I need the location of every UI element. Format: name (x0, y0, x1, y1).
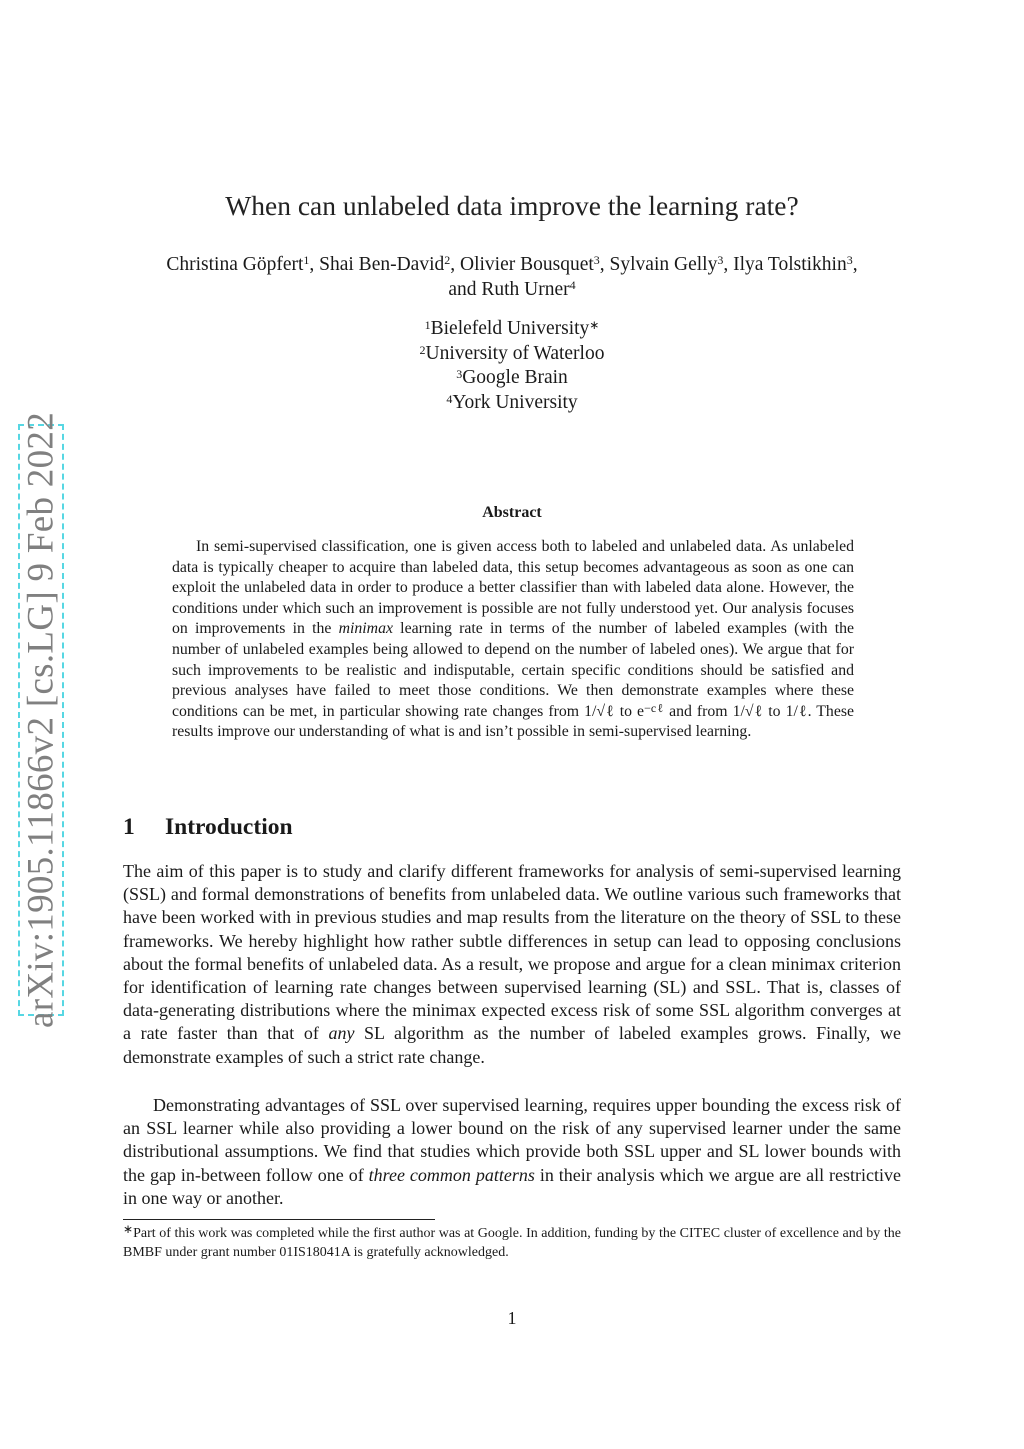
author: Sylvain Gelly$^3$, (609, 253, 734, 275)
author: Ruth Urner$^4$ (481, 278, 576, 300)
affiliation: $^1$Bielefeld University∗ (424, 318, 600, 339)
author: Olivier Bousquet$^3$, (460, 253, 610, 275)
affiliation: $^3$Google Brain (456, 367, 568, 388)
section-heading (123, 814, 293, 841)
abstract-text: In semi-supervised classification, one is given access both to labeled and unlabeled data. As unlabeled data is typically cheaper to acquire than labeled data, this setup becomes advantageous as soon as one can exploit the unlabeled data in order to produce a better classifier than with labeled data alone. However, the conditions under which such an improvement is possible are not fully understood yet. Our analysis focuses on improvements in the minimax learning rate in terms of the number of labeled examples (with the number of unlabeled examples being allowed to depend on the number of labeled ones). We argue that for such improvements to be realistic and indisputable, certain specific conditions should be satisfied and previous analyses have failed to meet those conditions. We then demonstrate examples where these conditions can be met, in particular showing rate changes from 1/√ℓ to $e^{-c\ell}$ and from 1/√ℓ to 1/ℓ. These results improve our understanding of what is and isn’t possible in semi-supervised learning. (172, 538, 854, 741)
author: Ilya Tolstikhin$^3$, and (448, 253, 858, 300)
body-paragraph: Demonstrating advantages of SSL over supervised learning, requires upper bounding the excess risk of an SSL learner while also providing a lower bound on the risk of any supervised learner under the same distributional assumptions. We find that studies which provide both SSL upper and SL lower bounds with the gap in-between follow one of three common patterns in their analysis which we argue are all restrictive in one way or another. (123, 1095, 901, 1208)
abstract-heading: Abstract (482, 504, 542, 521)
arxiv-stamp-text: arXiv:1905.11866v2 [cs.LG] 9 Feb 2022 (20, 411, 62, 1029)
footnote-rule (123, 1219, 435, 1220)
footnote: ∗Part of this work was completed while the first author was at Google. In addition, funding by the CITEC cluster of excellence and by the BMBF under grant number 01IS18041A is gratefully acknowledged. (123, 1222, 901, 1260)
body-paragraph: The aim of this paper is to study and clarify different frameworks for analysis of semi-supervised learning (SSL) and formal demonstrations of benefits from unlabeled data. We outline various such frameworks that have been worked with in previous studies and map results from the literature on the theory of SSL to these frameworks. We hereby highlight how rather subtle differences in setup can lead to opposing conclusions about the formal benefits of unlabeled data. As a result, we propose and argue for a clean minimax criterion for identification of learning rate changes between supervised learning (SL) and SSL. That is, classes of data-generating distributions where the minimax expected excess risk of some SSL algorithm converges at a rate faster than that of any SL algorithm as the number of labeled examples grows. Finally, we demonstrate examples of such a strict rate change. (123, 861, 901, 1067)
affiliation: $^2$University of Waterloo (419, 342, 605, 364)
author: Shai Ben-David$^2$, (319, 253, 460, 275)
author-list (150, 252, 874, 302)
section-number: 1 (123, 814, 135, 840)
section-title: Introduction (165, 814, 293, 840)
paper-title: When can unlabeled data improve the learning rate? (225, 190, 799, 221)
page-number: 1 (507, 1308, 517, 1328)
affiliation: $^4$York University (446, 391, 578, 413)
author: Christina Göpfert$^1$, (166, 253, 320, 275)
affiliation-list (0, 317, 1024, 415)
